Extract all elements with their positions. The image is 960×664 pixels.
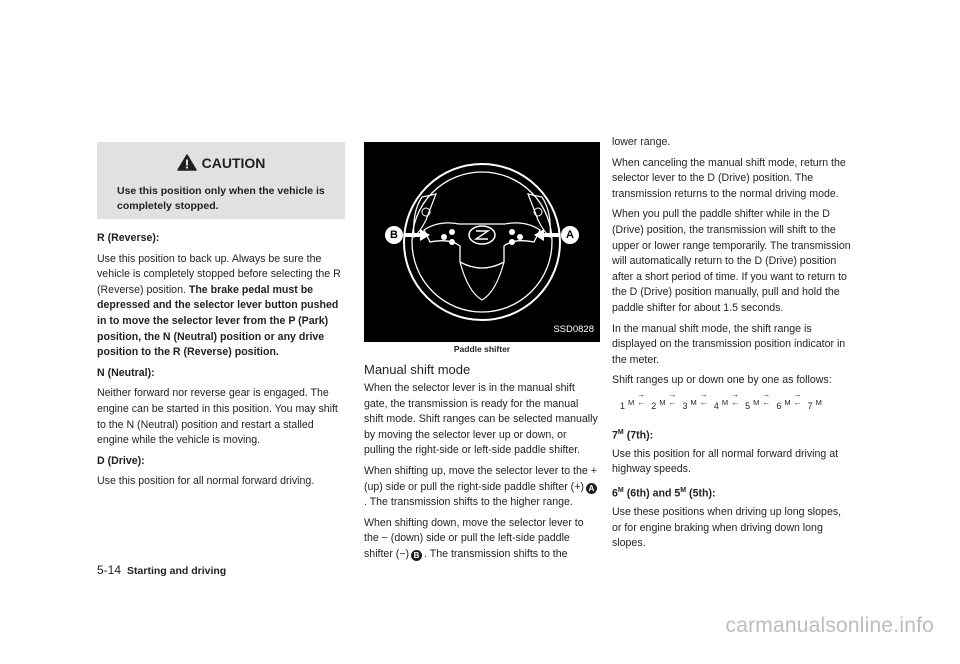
range-gear: 1 bbox=[620, 400, 626, 411]
arrow-left-icon: ← bbox=[637, 397, 646, 407]
range-arrow-pair bbox=[728, 391, 742, 407]
range-gear: 3 bbox=[682, 400, 688, 411]
arrow-right-icon: → bbox=[637, 389, 646, 399]
arrow-left-icon: ← bbox=[762, 397, 771, 407]
range-arrow-pair bbox=[697, 391, 711, 407]
lower-range-text: lower range. bbox=[612, 136, 671, 148]
figure-code: SSD0828 bbox=[553, 324, 594, 336]
circle-a-icon: A bbox=[586, 483, 597, 494]
reverse-heading: R (Reverse): bbox=[97, 232, 160, 244]
shift-up-paragraph bbox=[364, 464, 600, 511]
arrow-right-icon: → bbox=[793, 389, 802, 399]
arrow-left-icon: ← bbox=[699, 397, 708, 407]
label-b-marker: B bbox=[390, 229, 398, 241]
range-gear-sup: M bbox=[659, 397, 666, 407]
arrow-left-icon: ← bbox=[793, 397, 802, 407]
range-gear: 5 bbox=[745, 400, 751, 411]
label-a-marker: A bbox=[566, 229, 574, 241]
arrow-right-icon: → bbox=[762, 389, 771, 399]
shift-down-text-a: When shifting down, move the selector lever to the − (down) side or pull the left-side paddle shifter (−) bbox=[364, 516, 584, 560]
shift-up-text-b: . The transmission shifts to the higher range. bbox=[364, 496, 573, 509]
shift-range-sequence bbox=[620, 389, 852, 415]
page-footer bbox=[97, 563, 226, 577]
footer-section: Starting and driving bbox=[127, 565, 227, 577]
reverse-paragraph bbox=[97, 252, 345, 361]
sixth-num: 6 bbox=[612, 487, 618, 500]
neutral-text: Neither forward nor reverse gear is engaged. The engine can be started in this position. You may shift to the N (Neutral) position and restart a stalled engine while the vehicle is moving. bbox=[97, 387, 338, 447]
range-gear-sup: M bbox=[690, 397, 697, 407]
range-gear: 4 bbox=[713, 400, 719, 411]
reverse-text: Use this position to back up. Always be sure the vehicle is completely stopped before selecting the R (Reverse) position. bbox=[97, 252, 341, 296]
page-number: 5-14 bbox=[97, 563, 122, 577]
left-column bbox=[97, 142, 345, 495]
caution-box bbox=[97, 142, 345, 219]
range-gear: 2 bbox=[651, 400, 657, 411]
section-title: Manual shift mode bbox=[364, 362, 471, 377]
range-arrow-pair bbox=[666, 391, 680, 407]
range-gear: 6 bbox=[776, 400, 782, 411]
manual-shift-paragraph: When the selector lever is in the manual shift gate, the transmission is ready for the manual shift mode. Shift ranges can be selected manually by moving the selector lever up or down, or pulling the right-side or left-side paddle shifter. bbox=[364, 382, 598, 457]
sixth-fifth-text: Use these positions when driving up long slopes, or for engine braking when driving down long slopes. bbox=[612, 505, 842, 550]
caution-title bbox=[97, 154, 345, 172]
middle-column bbox=[364, 142, 600, 568]
sixth-fifth-rest: (5th): bbox=[686, 487, 716, 500]
drive-heading: D (Drive): bbox=[97, 454, 145, 467]
seventh-num: 7 bbox=[612, 429, 618, 442]
range-gear-sup: M bbox=[815, 397, 822, 407]
seventh-rest: (7th): bbox=[623, 429, 654, 442]
range-arrow-pair bbox=[634, 391, 648, 407]
range-arrow-pair bbox=[791, 391, 805, 407]
range-arrow-pair bbox=[759, 391, 773, 407]
drive-text: Use this position for all normal forward driving. bbox=[97, 475, 315, 488]
sixth-sup: M bbox=[617, 486, 624, 494]
arrow-left-icon: ← bbox=[668, 397, 677, 407]
sixth-fifth-heading bbox=[612, 483, 852, 502]
shift-ranges-intro: Shift ranges up or down one by one as follows: bbox=[612, 374, 832, 387]
range-gear-sup: M bbox=[784, 397, 791, 407]
seventh-text: Use this position for all normal forward driving at highway speeds. bbox=[612, 447, 839, 476]
caution-title-text: CAUTION bbox=[201, 155, 266, 171]
neutral-heading: N (Neutral): bbox=[97, 366, 155, 379]
right-column bbox=[612, 135, 852, 557]
warning-triangle-icon bbox=[177, 154, 197, 171]
figure-caption: Paddle shifter bbox=[453, 344, 511, 354]
watermark: carmanualsonline.info bbox=[725, 614, 934, 637]
arrow-right-icon: → bbox=[668, 389, 677, 399]
shift-range-display-paragraph: In the manual shift mode, the shift range is displayed on the transmission position indicator in the meter. bbox=[612, 322, 846, 366]
fifth-sup: M bbox=[680, 486, 687, 494]
range-gear-sup: M bbox=[753, 397, 760, 407]
paddle-shifter-figure bbox=[364, 142, 600, 342]
reverse-bold-text: The brake pedal must be depressed and the selector lever button pushed in to move the selector lever from the P (Park) position, the N (Neutral) position or any drive position to the R (Reverse) position. bbox=[97, 283, 339, 359]
range-gear-sup: M bbox=[721, 397, 729, 407]
shift-up-text-a: When shifting up, move the selector lever to the + (up) side or pull the right-side paddle shifter (+) bbox=[364, 464, 597, 493]
sixth-fifth-mid: (6th) and 5 bbox=[623, 487, 681, 500]
cancel-manual-paragraph: When canceling the manual shift mode, return the selector lever to the D (Drive) position. The transmission returns to the normal driving mode. bbox=[612, 156, 846, 200]
shift-down-paragraph bbox=[364, 516, 600, 563]
circle-b-icon: B bbox=[411, 550, 422, 561]
range-gear-sup: M bbox=[628, 397, 635, 407]
arrow-right-icon: → bbox=[731, 389, 740, 399]
arrow-right-icon: → bbox=[699, 389, 708, 399]
range-gear: 7 bbox=[807, 400, 813, 411]
seventh-sup: M bbox=[617, 428, 624, 436]
seventh-heading bbox=[612, 425, 852, 444]
arrow-left-icon: ← bbox=[731, 397, 740, 407]
caution-body: Use this position only when the vehicle is completely stopped. bbox=[117, 185, 325, 212]
paddle-in-drive-paragraph: When you pull the paddle shifter while in the D (Drive) position, the transmission will shift to the upper or lower range temporarily. The transmission will automatically return to the D (Drive) position after a short period of time. If you want to return to the D (Drive) position manually, pull and hold the paddle shifter for about 1.5 seconds. bbox=[612, 208, 851, 314]
shift-down-text-b: . The transmission shifts to the bbox=[424, 547, 568, 560]
